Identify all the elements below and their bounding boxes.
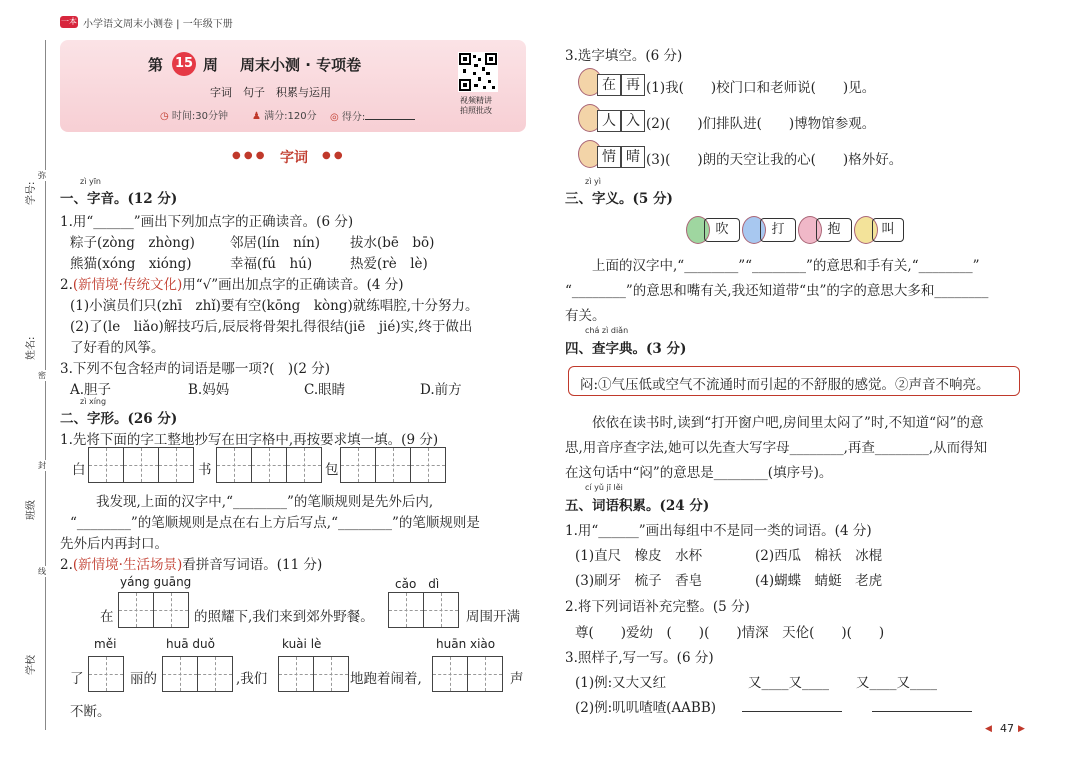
q1-option-c[interactable]: C.眼睛 (304, 382, 346, 398)
char-label-3: 包 (325, 462, 339, 478)
word-box-2: 打 (760, 218, 796, 242)
pinyin-grid-6[interactable] (432, 656, 503, 692)
s5-part2-line: 尊( )爱幼 ( )( )情深 天伦( )( ) (575, 625, 885, 641)
pinyin-huaduo: huā duǒ (166, 637, 215, 651)
q1-part2-line1: (1)小演员们只(zhī zhǐ)要有空(kōng kòng)就练唱腔,十分努力。 (70, 298, 479, 314)
q2-line3: 先外后内再封口。 (60, 536, 168, 552)
word-box-1: 吹 (704, 218, 740, 242)
full-score-text: 满分:120分 (264, 111, 317, 122)
header-series: 小学语文周末小测卷 | 一年级下册 (83, 19, 233, 30)
char-label-2: 书 (198, 462, 212, 478)
margin-name: 姓名: (26, 336, 37, 360)
pinyin-text-7: 地跑着闹着, (350, 671, 422, 687)
margin-student-id: 学号: (26, 181, 37, 205)
header-logo: 一本 (61, 17, 77, 26)
choice-box-1b: 再 (621, 74, 645, 96)
s4-line2: 思,用音序查字法,她可以先查大写字母________,再查________,从而得知 (565, 440, 988, 456)
group-3: (3)刷牙 梳子 香皂 (575, 573, 703, 589)
group-1: (1)直尺 橡皮 水杯 (575, 548, 703, 564)
word-box-3: 抱 (816, 218, 852, 242)
q2-part1: 1.先将下面的字工整地抄写在田字格中,再按要求填一填。(9 分) (60, 432, 439, 448)
s3-line2: “________”的意思和嘴有关,我还知道带“虫”的字的意思大多和________ (565, 283, 989, 299)
s5-part2: 2.将下列词语补充完整。(5 分) (565, 599, 750, 615)
pinyin-text-1: 在 (100, 609, 114, 625)
banner-topics: 字词 句子 积累与运用 (210, 86, 331, 99)
group-4: (4)蝴蝶 蜻蜓 老虎 (755, 573, 883, 589)
q2-part2: 2.(新情境·生活场景)看拼音写词语。(11 分) (60, 557, 323, 573)
word-box-4: 叫 (872, 218, 904, 242)
choice-box-1a: 在 (597, 74, 621, 96)
q1-part3: 3.下列不包含轻声的词语是哪一项?( )(2 分) (60, 361, 331, 377)
pinyin-text-2: 的照耀下,我们来到郊外野餐。 (194, 609, 374, 625)
pinyin-yangguang: yáng guāng (120, 575, 192, 589)
q3-heading: 3.选字填空。(6 分) (565, 48, 683, 64)
s4-line1: 依依在读书时,读到“打开窗户吧,房间里太闷了”时,不知道“闷”的意 (592, 415, 984, 431)
pinyin-grid-2[interactable] (388, 592, 459, 628)
pinyin-text-3: 周围开满 (466, 609, 520, 625)
margin-seal-1: 弥 (38, 171, 46, 180)
margin-class: 班级 (26, 500, 37, 520)
page-arrow-left[interactable]: ◀ (985, 724, 992, 734)
banner-title: 周末小测 · 专项卷 (240, 56, 362, 74)
pinyin-text-4: 了 (70, 671, 84, 687)
writing-grid-1[interactable] (88, 447, 194, 483)
pinyin-grid-5[interactable] (278, 656, 349, 692)
s5-part3: 3.照样子,写一写。(6 分) (565, 650, 714, 666)
pinyin-text-8: 声 (510, 671, 524, 687)
pinyin-text-5: 丽的 (130, 671, 157, 687)
binding-line (45, 40, 46, 730)
choice-box-3b: 晴 (621, 146, 645, 168)
time-text: 时间:30分钟 (171, 111, 229, 122)
writing-grid-2[interactable] (216, 447, 322, 483)
pinyin-kuaile: kuài lè (282, 637, 322, 651)
example-2: (2)例:叽叽喳喳(AABB) (575, 700, 717, 716)
week-suffix: 周 (203, 56, 219, 74)
pinyin-mei: měi (94, 637, 117, 651)
s3-heading: 三、字义。(5 分) (565, 191, 673, 207)
s3-line3: 有关。 (565, 308, 606, 324)
q1-part2: 2.(新情境·传统文化)用“√”画出加点字的正确读音。(4 分) (60, 277, 404, 293)
pinyin-grid-4[interactable] (162, 656, 233, 692)
banner-full (252, 107, 317, 122)
pinyin-huanxiao: huān xiào (436, 637, 496, 651)
choice-box-2a: 人 (597, 110, 621, 132)
section-dots-left: ● ● ● (232, 150, 265, 161)
s5-pinyin: cí yǔ jī lěi (585, 483, 623, 492)
example-1: (1)例:又大又红 (575, 675, 667, 691)
q1-row2-b: 幸福(fú hú) (230, 256, 313, 272)
page-number: 47 (1000, 722, 1014, 735)
q3-sentence-2: (2)( )们排队进( )博物馆参观。 (646, 116, 876, 132)
week-banner (60, 40, 526, 132)
answer-line-1[interactable] (742, 711, 842, 712)
week-number-badge: 15 (172, 52, 196, 76)
q1-row1-b: 邻居(lín nín) (230, 235, 321, 251)
q1-part2-line2: (2)了(le liǎo)解技巧后,辰辰将骨架扎得很结(jiē jié)实,终于做出 (70, 319, 473, 335)
s3-line1: 上面的汉字中,“________”“________”的意思和手有关,“________” (592, 258, 980, 274)
week-prefix: 第 (148, 56, 164, 74)
q1-part2-tag: (新情境·传统文化) (72, 277, 183, 293)
choice-box-3a: 情 (597, 146, 621, 168)
q2-line2: “________”的笔顺规则是点在右上方后写点,“________”的笔顺规则是 (70, 515, 480, 531)
s4-heading: 四、查字典。(3 分) (565, 341, 687, 357)
q1-part2-line3: 了好看的风筝。 (70, 340, 165, 356)
q2-heading: 二、字形。(26 分) (60, 411, 178, 427)
score-text: 得分: (341, 112, 366, 123)
choice-box-2b: 入 (621, 110, 645, 132)
q1-option-a[interactable]: A.胆子 (70, 382, 112, 398)
q1-option-b[interactable]: B.妈妈 (188, 382, 230, 398)
writing-grid-3[interactable] (340, 447, 446, 483)
q1-pinyin: zì yīn (80, 177, 101, 186)
s4-line3: 在这句话中“闷”的意思是________(填序号)。 (565, 465, 833, 481)
pinyin-caodi: cǎo dì (395, 577, 440, 591)
qr-caption-2: 拍照批改 (460, 106, 492, 115)
s3-pinyin: zì yì (585, 177, 601, 186)
answer-line-2[interactable] (872, 711, 972, 712)
margin-seal-3: 封 (38, 461, 46, 470)
q2-part2-text: 看拼音写词语。(11 分) (182, 557, 323, 573)
q2-part2-tag: (新情境·生活场景) (72, 557, 183, 573)
dictionary-entry: 闷:①气压低或空气不流通时而引起的不舒服的感觉。②声音不响亮。 (580, 377, 990, 393)
pinyin-text-6: ,我们 (236, 671, 268, 687)
s4-pinyin: chá zì diǎn (585, 326, 629, 335)
q1-row1-c: 拔水(bē bō) (350, 235, 435, 251)
q3-sentence-1: (1)我( )校门口和老师说( )见。 (646, 80, 876, 96)
q2-pinyin: zì xíng (80, 397, 107, 406)
banner-score (330, 107, 415, 123)
margin-seal-4: 线 (38, 567, 46, 576)
pinyin-grid-3[interactable] (88, 656, 124, 692)
q1-row2-c: 热爱(rè lè) (350, 256, 428, 272)
margin-school: 学校 (26, 655, 37, 675)
s5-part1: 1.用“______”画出每组中不是同一类的词语。(4 分) (565, 523, 872, 539)
section-title: 字词 (280, 150, 308, 166)
q1-part2-text: 用“√”画出加点字的正确读音。(4 分) (182, 277, 404, 293)
banner-time (160, 107, 228, 122)
example-1-blanks: 又____又____ 又____又____ (748, 675, 937, 691)
q1-option-d[interactable]: D.前方 (420, 382, 462, 398)
margin-seal-2: 密 (38, 371, 46, 380)
page-arrow-right[interactable]: ▶ (1018, 724, 1025, 734)
q1-row2-a: 熊猫(xóng xióng) (70, 256, 192, 272)
section-dots-right: ● ● (322, 150, 343, 161)
pinyin-grid-1[interactable] (118, 592, 189, 628)
qr-code-icon[interactable] (458, 52, 498, 92)
clock-icon: ◷ (160, 111, 169, 122)
group-2: (2)西瓜 棉袄 冰棍 (755, 548, 883, 564)
q1-heading: 一、字音。(12 分) (60, 191, 178, 207)
target-icon: ◎ (330, 112, 339, 123)
char-label-1: 白 (72, 462, 86, 478)
s5-heading: 五、词语积累。(24 分) (565, 498, 710, 514)
qr-caption-1: 视频精讲 (460, 96, 492, 105)
person-icon: ♟ (252, 111, 261, 122)
pinyin-text-9: 不断。 (70, 704, 111, 720)
q2-line1: 我发现,上面的汉字中,“________”的笔顺规则是先外后内, (96, 494, 434, 510)
q3-sentence-3: (3)( )朗的天空让我的心( )格外好。 (646, 152, 903, 168)
q1-row1-a: 粽子(zòng zhòng) (70, 235, 195, 251)
q1-part1: 1.用“______”画出下列加点字的正确读音。(6 分) (60, 214, 354, 230)
